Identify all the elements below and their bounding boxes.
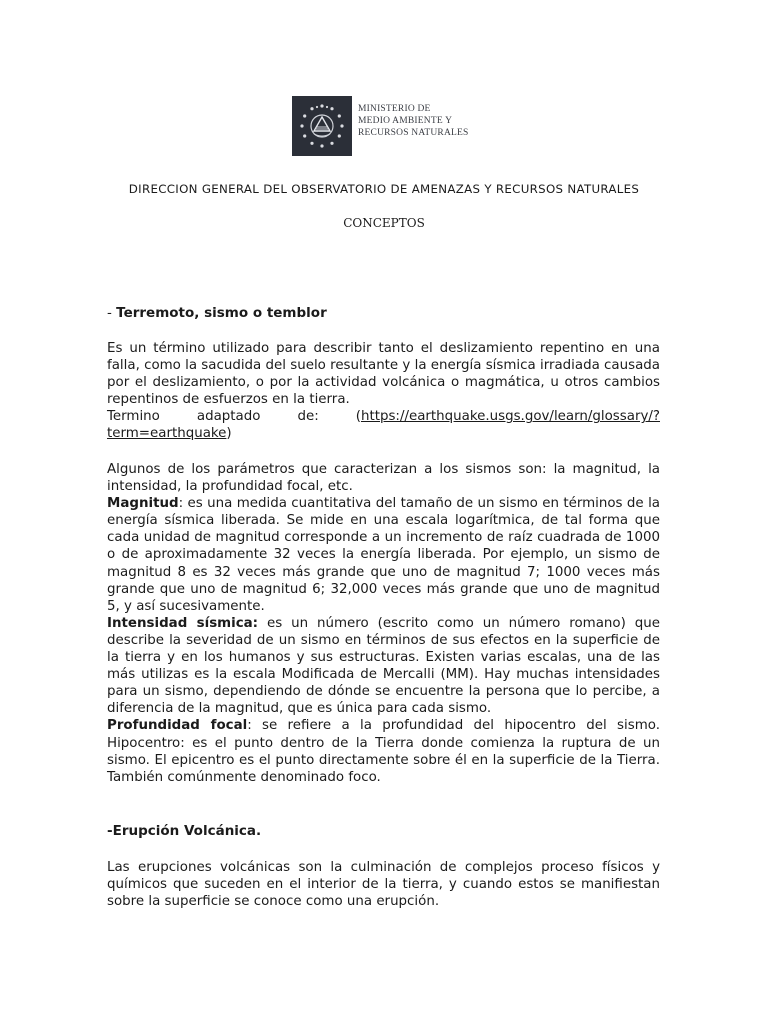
paragraph-terremoto-definition: Es un término utilizado para describir tanto el deslizamiento repentino en una falla, como la sacudida del suelo resultante y la energía sísmica irradiada causada por el deslizamiento, o por la actividad volcánica o magmática, u otros cambios repentinos de esfuerzos en la tierra. Termino adaptado de: (https://earthquake.usgs.gov/learn/glossary/?term=earthquake) xyxy=(107,341,661,442)
coat-of-arms-logo xyxy=(292,96,352,156)
page-title: CONCEPTOS xyxy=(343,216,425,230)
ministry-name: MINISTERIO DE MEDIO AMBIENTE Y RECURSOS NATURALES xyxy=(358,104,469,138)
section-heading-terremoto: - Terremoto, sismo o temblor xyxy=(107,305,327,321)
intensidad-definition: Intensidad sísmica: es un número (escrito como un número romano) que describe la severidad de un sismo en términos de sus efectos en la superficie de la tierra y en los humanos y sus estructuras. Existen varias escalas, una de las más utilizas es la escala Modificada de Mercalli (MM). Hay muchas intensidades para un sismo, dependiendo de dónde se encuentre la persona que lo percibe, a diferencia de la magnitud, que es única para cada sismo. xyxy=(107,615,660,717)
paragraph-erupcion: Las erupciones volcánicas son la culminación de complejos proceso físicos y químicos que suceden en el interior de la tierra, y cuando estos se manifiestan sobre la superficie se conoce como una erupción. xyxy=(107,860,660,910)
department-title: DIRECCION GENERAL DEL OBSERVATORIO DE AMENAZAS Y RECURSOS NATURALES xyxy=(128,182,640,196)
usgs-glossary-link[interactable]: https://earthquake.usgs.gov/learn/glossary/?term=earthquake xyxy=(107,409,660,442)
source-citation: Termino adaptado de: (https://earthquake.usgs.gov/learn/glossary/?term=earthquake) xyxy=(107,409,660,442)
section-heading-erupcion: -Erupción Volcánica. xyxy=(107,823,262,839)
magnitud-definition: Magnitud: es una medida cuantitativa del tamaño de un sismo en términos de la energía sísmica liberada. Se mide en una escala logarítmica, de tal forma que cada unidad de magnitud corresponde a un incremento de raíz cuadrada de 1000 o de aproximadamente 32 veces la energía liberada. Por ejemplo, un sismo de magnitud 8 es 32 veces más grande que uno de magnitud 7; 1000 veces más grande que uno de magnitud 6; 32,000 veces más grande que uno de magnitud 5, y así sucesivamente. xyxy=(107,496,660,614)
profundidad-definition: Profundidad focal: se refiere a la profundidad del hipocentro del sismo. Hipocentro: es el punto dentro de la Tierra donde comienza la ruptura de un sismo. El epicentro es el punto directamente sobre él en la superficie de la Tierra. También comúnmente denominado foco. xyxy=(107,718,660,785)
paragraph-parameters: Algunos de los parámetros que caracterizan a los sismos son: la magnitud, la intensidad, la profundidad focal, etc. Magnitud: es una medida cuantitativa del tamaño de un sismo en términos de la energía sísmica liberada. Se mide en una escala logarítmica, de tal forma que cada unidad de magnitud corresponde a un incremento de raíz cuadrada de 1000 o de aproximadamente 32 veces la energía liberada. Por ejemplo, un sismo de magnitud 8 es 32 veces más grande que uno de magnitud 7; 1000 veces más grande que uno de magnitud 6; 32,000 veces más grande que uno de magnitud 5, y así sucesivamente. Intensidad sísmica: es un número (escrito como un número romano) que describe la severidad de un sismo en términos de sus efectos en la superficie de la tierra y en los humanos y sus estructuras. Existen varias escalas, una de las más utilizas es la escala Modificada de Mercalli (MM). Hay muchas intensidades para un sismo, dependiendo de dónde se encuentre la persona que lo percibe, a diferencia de la magnitud, que es única para cada sismo. Profundidad focal: se refiere a la profundidad del hipocentro del sismo. Hipocentro: es el punto dentro de la Tierra donde comienza la ruptura de un sismo. El epicentro es el punto directamente sobre él en la superficie de la Tierra. También comúnmente denominado foco. xyxy=(107,462,660,785)
star-ring-icon xyxy=(292,96,352,156)
